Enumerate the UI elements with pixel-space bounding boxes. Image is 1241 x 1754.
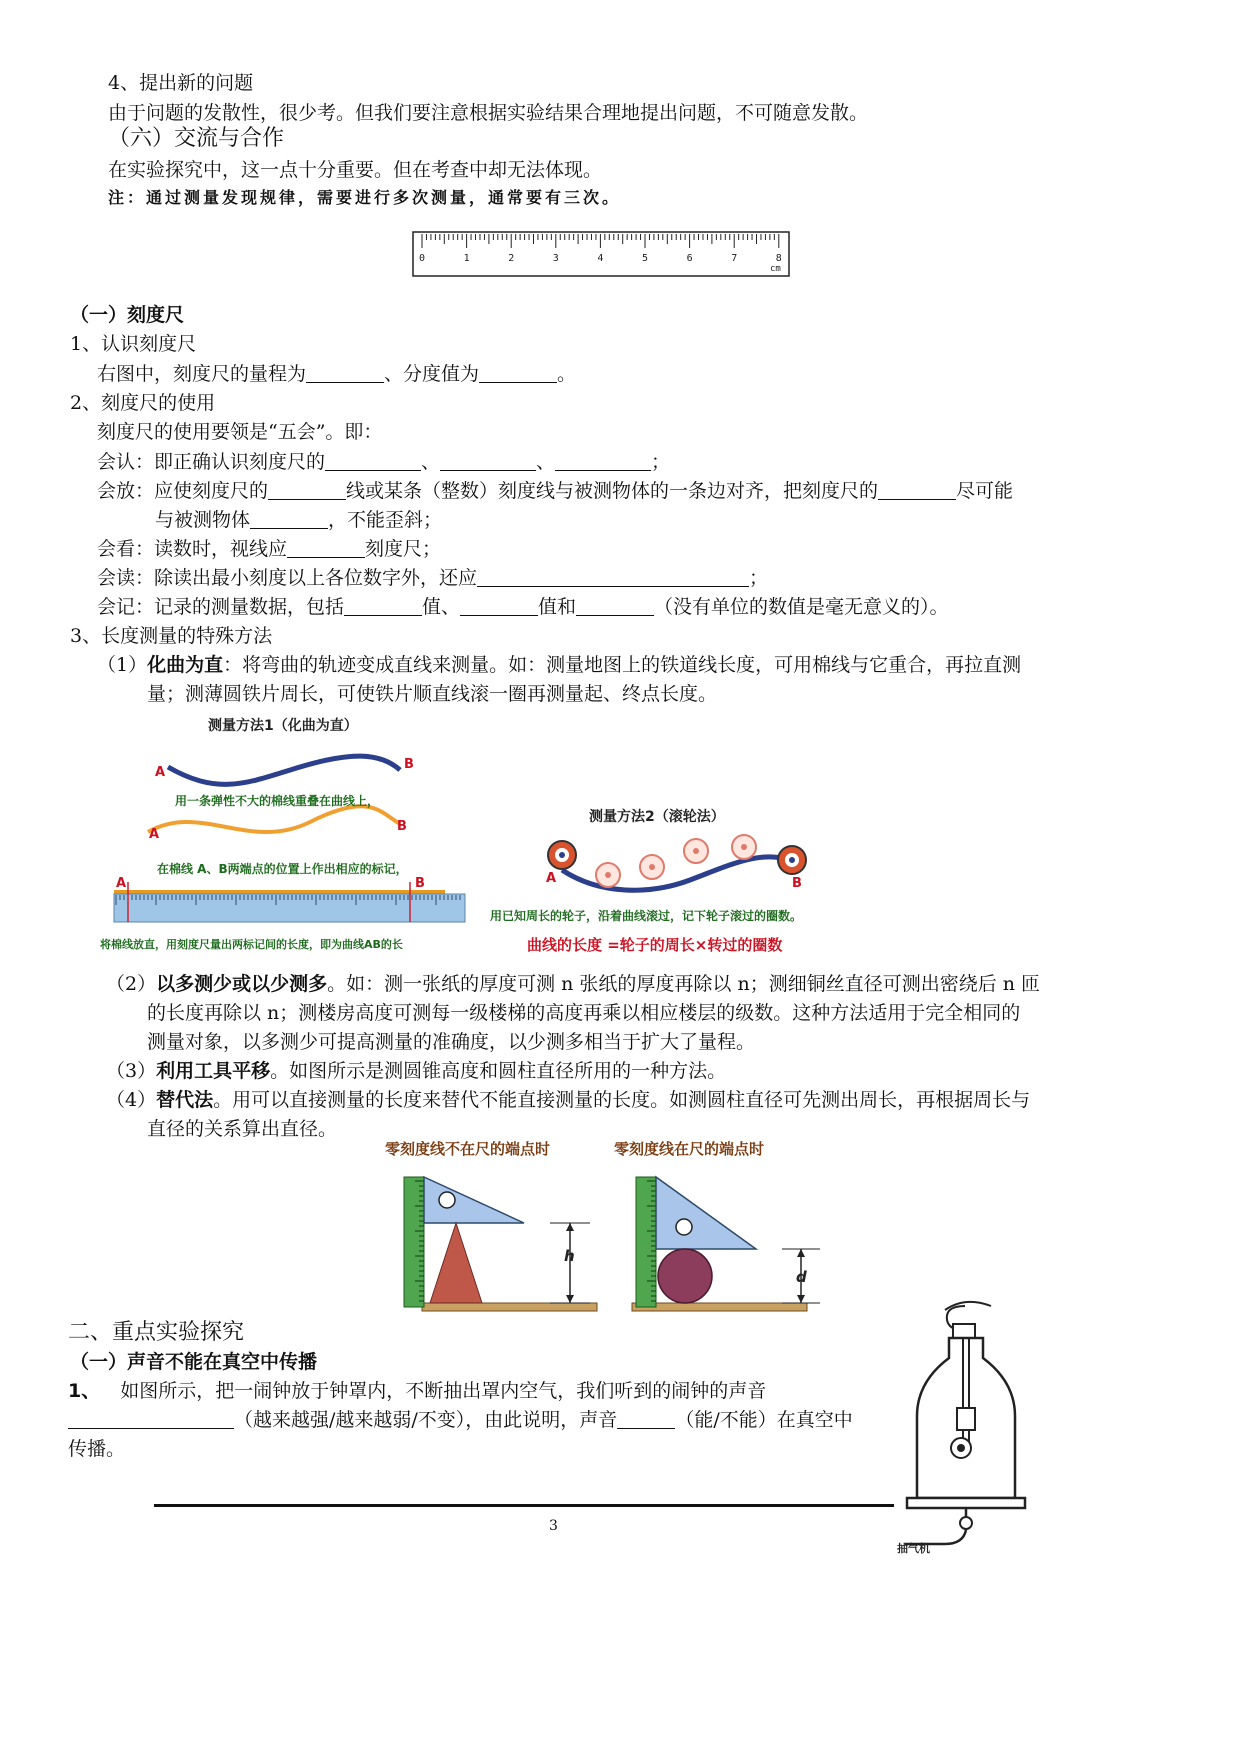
point-label: B <box>397 819 407 834</box>
method-4-cont: 直径的关系算出直径。 <box>147 1118 338 1140</box>
figure-title: 测量方法2（滚轮法） <box>589 809 725 825</box>
section-title-key-experiments: 二、重点实验探究 <box>68 1320 245 1345</box>
method-4: （4）替代法。用可以直接测量的长度来替代不能直接测量的长度。如测圆柱直径可先测出周长，再根据周长与 <box>106 1089 1031 1111</box>
rule-recognize: 会认：即正确认识刻度尺的 、 、 ； <box>97 451 671 473</box>
item-heading: 2、刻度尺的使用 <box>70 392 216 414</box>
point-label: A <box>116 876 127 891</box>
question-sound: 1、 如图所示，把一闹钟放于钟罩内，不断抽出罩内空气，我们听到的闹钟的声音 <box>68 1380 767 1402</box>
rule-place: 会放：应使刻度尺的 线或某条（整数）刻度线与被测物体的一条边对齐，把刻度尺的 尽可能 <box>97 480 1014 502</box>
method-2-cont: 的长度再除以 n；测楼房高度可测每一级楼梯的高度再乘以相应楼层的级数。这种方法适用于完全相同的 <box>147 1002 1021 1024</box>
figure-caption: 用已知周长的轮子，沿着曲线滚过，记下轮子滚过的圈数。 <box>490 909 803 923</box>
ruler-tick-label: 4 <box>597 253 604 264</box>
point-label: B <box>792 876 802 891</box>
ruler-unit: cm <box>770 264 781 274</box>
item-heading: 1、认识刻度尺 <box>70 333 197 355</box>
paragraph: 刻度尺的使用要领是“五会”。即： <box>97 421 383 443</box>
point-label: B <box>404 757 414 772</box>
rule-look: 会看：读数时，视线应 刻度尺； <box>97 538 442 560</box>
question-sound-cont: （越来越强/越来越弱/不变），由此说明，声音 （能/不能）在真空中 <box>68 1407 853 1433</box>
figure-caption: 在棉线 A、B两端点的位置上作出相应的标记， <box>157 862 408 876</box>
ruler-tick-label: 5 <box>642 253 649 264</box>
note-text: 注：通过测量发现规律，需要进行多次测量，通常要有三次。 <box>108 188 622 207</box>
point-label: A <box>149 827 160 842</box>
rule-read: 会读：除读出最小刻度以上各位数字外，还应 ； <box>97 567 769 589</box>
point-label: A <box>155 765 166 780</box>
paragraph: 由于问题的发散性，很少考。但我们要注意根据实验结果合理地提出问题，不可随意发散。 <box>108 102 869 124</box>
method-3: （3）利用工具平移。如图所示是测圆锥高度和圆柱直径所用的一种方法。 <box>106 1060 727 1082</box>
bell-jar-figure <box>905 1298 1035 1554</box>
subsection-title: （一）声音不能在真空中传播 <box>70 1351 318 1373</box>
paragraph: 在实验探究中，这一点十分重要。但在考查中却无法体现。 <box>108 159 603 181</box>
point-label: B <box>415 876 425 891</box>
height-label: h <box>564 1247 575 1265</box>
figure-label: 抽气机 <box>897 1542 930 1555</box>
footer-rule <box>154 1504 894 1507</box>
question-range: 右图中，刻度尺的量程为 、分度值为 。 <box>97 363 577 385</box>
rule-place-cont: 与被测物体 ，不能歪斜； <box>155 509 443 531</box>
ruler-tick-label: 8 <box>775 253 782 264</box>
method-3-figure <box>400 1165 830 1315</box>
ruler-tick-label: 1 <box>463 253 470 264</box>
figure-title: 零刻度线不在尺的端点时 <box>385 1140 551 1158</box>
page-number: 3 <box>549 1518 558 1534</box>
ruler-tick-label: 6 <box>686 253 693 264</box>
ruler-tick-label: 7 <box>731 253 738 264</box>
item-heading: 3、长度测量的特殊方法 <box>70 625 273 647</box>
figure-caption: 将棉线放直，用刻度尺量出两标记间的长度，即为曲线AB的长 <box>100 938 403 951</box>
method-1-cont: 量；测薄圆铁片周长，可使铁片顺直线滚一圈再测量起、终点长度。 <box>147 683 718 705</box>
ruler-tick-label: 2 <box>508 253 515 264</box>
figure-formula: 曲线的长度 =轮子的周长×转过的圈数 <box>527 936 783 954</box>
method-2-cont: 测量对象，以多测少可提高测量的准确度，以少测多相当于扩大了量程。 <box>147 1031 756 1053</box>
question-sound-cont: 传播。 <box>68 1438 126 1460</box>
figure-title: 零刻度线在尺的端点时 <box>614 1140 765 1158</box>
point-label: A <box>546 871 557 886</box>
rule-record: 会记：记录的测量数据，包括 值、 值和 （没有单位的数值是毫无意义的）。 <box>97 596 949 618</box>
section-heading-communication: （六）交流与合作 <box>108 126 285 151</box>
ruler-figure <box>412 231 790 277</box>
method-2: （2）以多测少或以少测多。如：测一张纸的厚度可测 n 张纸的厚度再除以 n；测细铜丝直径可测出密绕后 n 匝 <box>106 973 1041 995</box>
ruler-tick-label: 3 <box>552 253 559 264</box>
ruler-tick-label: 0 <box>419 253 426 264</box>
figure-title: 测量方法1（化曲为直） <box>208 718 358 734</box>
figure-caption: 用一条弹性不大的棉线重叠在曲线上， <box>175 794 380 808</box>
subheading-propose-questions: 4、提出新的问题 <box>108 72 254 94</box>
section-title-ruler: （一）刻度尺 <box>70 304 185 326</box>
method-1: （1）化曲为直：将弯曲的轨迹变成直线来测量。如：测量地图上的铁道线长度，可用棉线与它重合，再拉直测 <box>97 654 1022 676</box>
diameter-label: d <box>796 1268 807 1286</box>
